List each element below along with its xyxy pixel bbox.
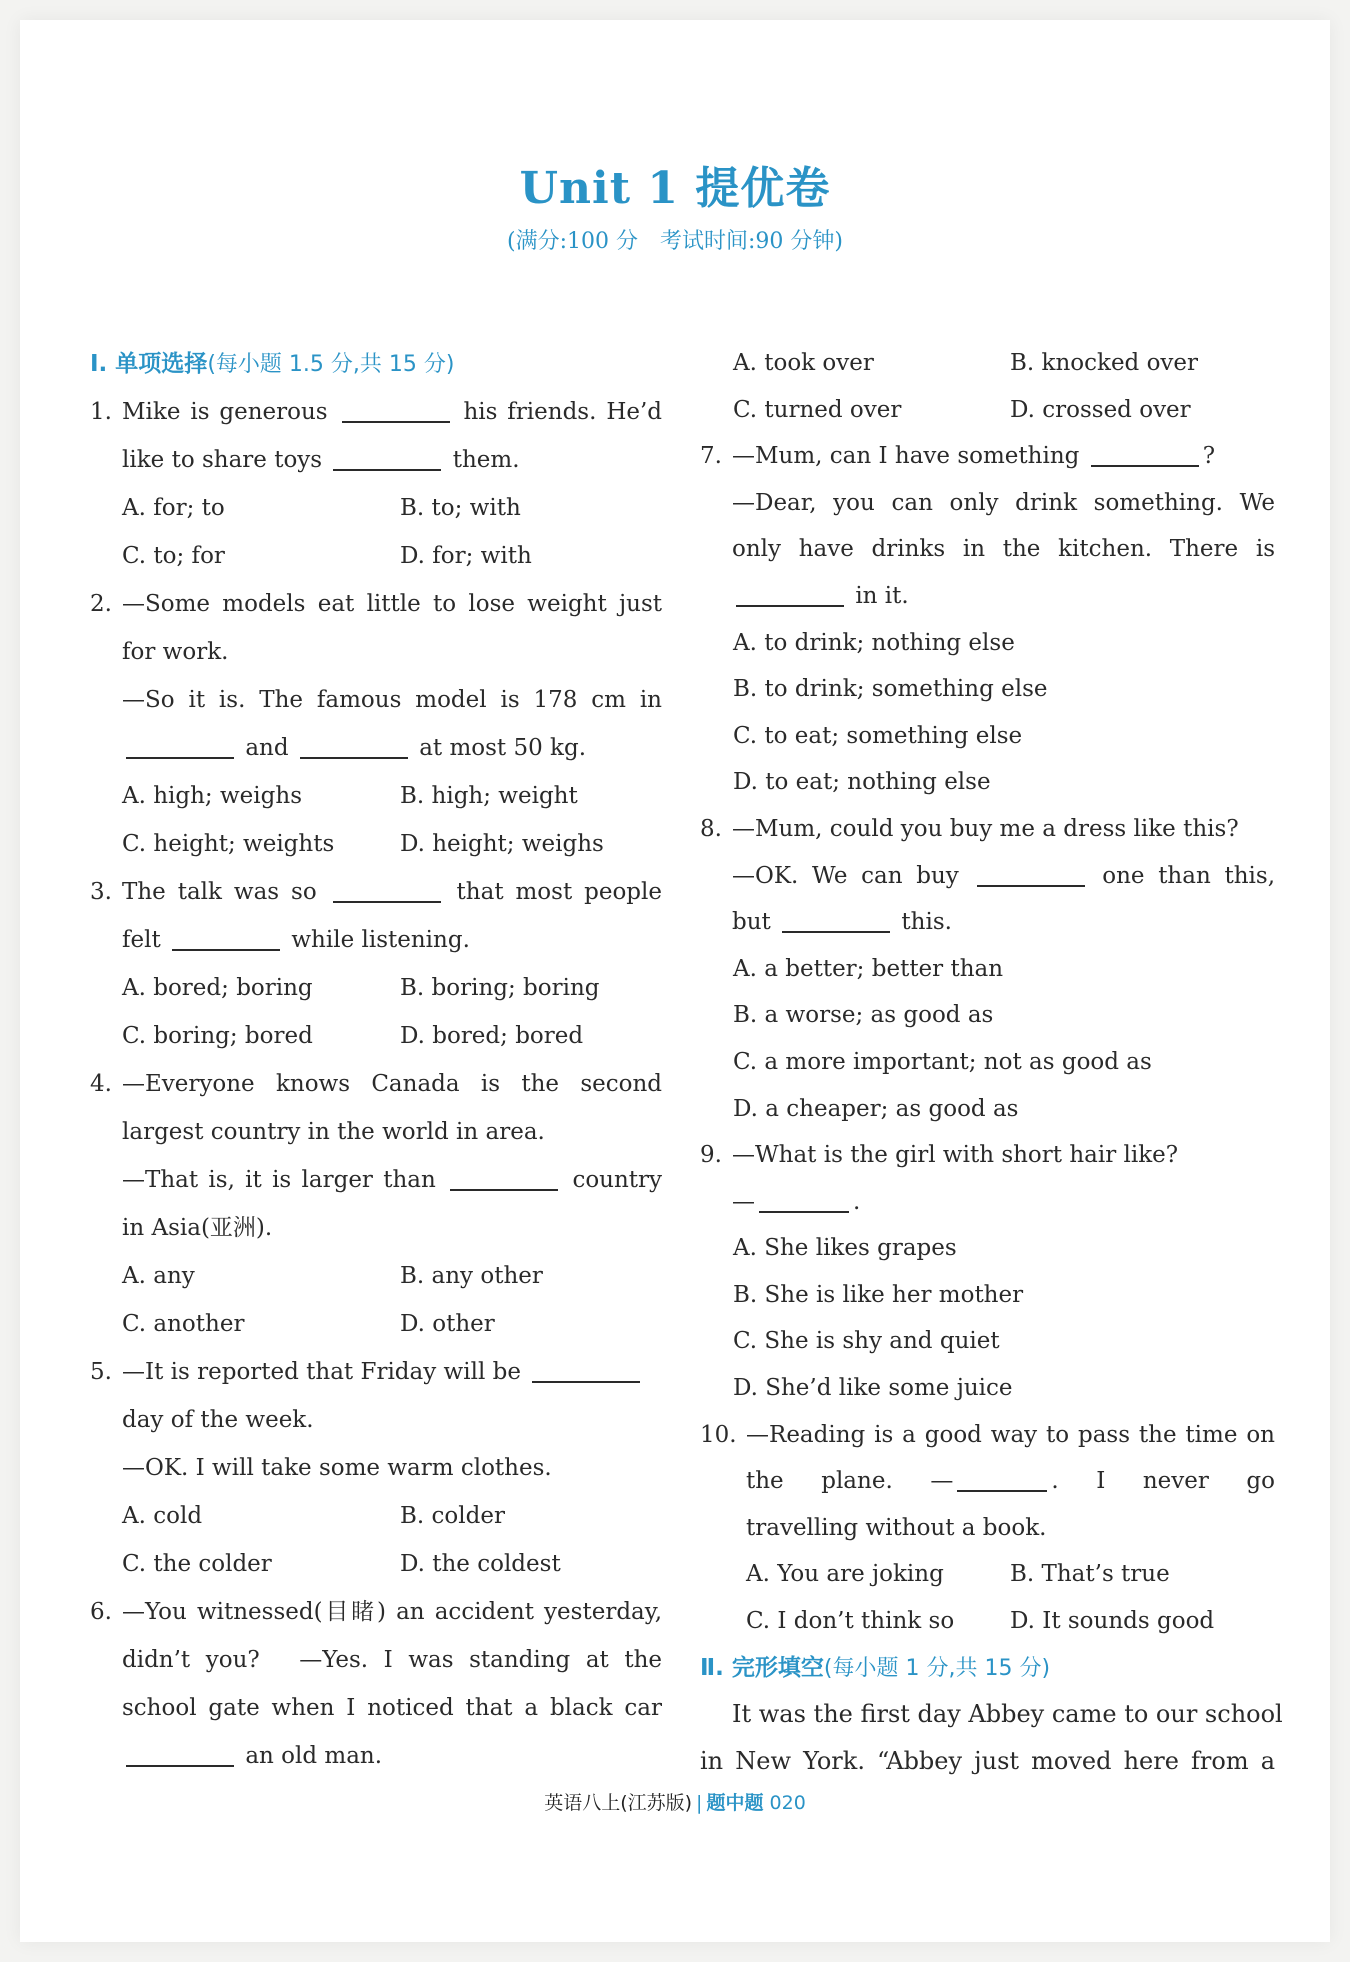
- options-row: [90, 1492, 662, 1540]
- question-text: the plane.: [746, 1468, 893, 1495]
- options-row: [700, 1598, 1275, 1645]
- option-a: A. to drink; nothing else: [733, 629, 1015, 656]
- answer-blank: [300, 733, 408, 759]
- question-text: didn’t you? —Yes. I was standing at the: [122, 1647, 662, 1673]
- question-text: at most 50 kg.: [419, 735, 587, 761]
- question-9: [700, 1132, 1275, 1179]
- question-number: 7.: [700, 443, 722, 470]
- question-text: —Dear, you can only drink something. We: [732, 489, 1275, 516]
- option-d: D. to eat; nothing else: [733, 769, 991, 796]
- option-row: [700, 1225, 1275, 1272]
- question-text: —Reading is a good way to pass the time on: [746, 1421, 1275, 1448]
- question-text: in Asia(亚洲).: [122, 1215, 273, 1241]
- question-line: [700, 853, 1275, 900]
- option-c: C. to; for: [122, 543, 225, 569]
- question-text: his friends. He’d: [463, 399, 663, 425]
- question-text: . I never go: [1051, 1468, 1275, 1495]
- option-c: C. She is shy and quiet: [733, 1328, 1000, 1355]
- question-number: 4.: [90, 1071, 112, 1097]
- options-row: [90, 1012, 662, 1060]
- options-row: [90, 964, 662, 1012]
- answer-blank: [126, 1741, 234, 1767]
- question-number: 2.: [90, 591, 112, 617]
- question-text: —Mum, could you buy me a dress like this?: [732, 815, 1239, 842]
- option-row: [700, 759, 1275, 806]
- question-text: an old man.: [245, 1743, 383, 1769]
- option-d: D. She’d like some juice: [733, 1375, 1013, 1402]
- option-row: [700, 1272, 1275, 1319]
- options-row: [90, 820, 662, 868]
- option-b: B. She is like her mother: [733, 1281, 1024, 1308]
- question-text: —What is the girl with short hair like?: [732, 1142, 1179, 1169]
- option-d: D. a cheaper; as good as: [733, 1095, 1019, 1122]
- option-d: D. It sounds good: [1010, 1608, 1215, 1635]
- question-text: school gate when I noticed that a black car: [122, 1695, 662, 1721]
- option-c: C. I don’t think so: [746, 1608, 955, 1635]
- question-line: [90, 1684, 662, 1732]
- option-a: A. for; to: [122, 495, 225, 521]
- footer-divider: |: [696, 1792, 703, 1814]
- answer-blank: [957, 1466, 1047, 1492]
- page-number: 020: [769, 1792, 806, 1814]
- question-text: day of the week.: [122, 1407, 314, 1433]
- option-a: A. took over: [733, 350, 874, 376]
- option-a: A. high; weighs: [122, 783, 302, 809]
- question-text: .: [853, 1188, 861, 1215]
- section-2-title: Ⅱ. 完形填空: [700, 1654, 824, 1681]
- question-7: [700, 433, 1275, 480]
- question-line: [90, 1732, 662, 1780]
- option-d: D. other: [400, 1311, 495, 1337]
- question-text: travelling without a book.: [746, 1514, 1047, 1541]
- question-text: this.: [901, 909, 952, 936]
- option-row: [700, 992, 1275, 1039]
- options-row: [700, 387, 1275, 434]
- answer-blank: [1091, 441, 1199, 467]
- question-text: in it.: [855, 582, 909, 609]
- question-1-line-2: [90, 436, 662, 484]
- question-text: for work.: [122, 639, 229, 665]
- question-line: [90, 916, 662, 964]
- question-line: [90, 1396, 662, 1444]
- answer-blank: [126, 733, 234, 759]
- answer-blank: [736, 581, 844, 607]
- question-number: 3.: [90, 879, 112, 905]
- answer-blank: [172, 925, 280, 951]
- question-number: 8.: [700, 815, 722, 842]
- question-number: 5.: [90, 1359, 112, 1385]
- option-row: [700, 946, 1275, 993]
- option-c: C. a more important; not as good as: [733, 1048, 1152, 1075]
- question-number: 9.: [700, 1142, 722, 1169]
- question-text: —Some models eat little to lose weight just: [122, 591, 662, 617]
- option-a: A. bored; boring: [122, 975, 313, 1001]
- page-subtitle: (满分:100 分 考试时间:90 分钟): [507, 229, 843, 254]
- question-text: like to share toys: [122, 447, 323, 473]
- question-text: country: [572, 1167, 663, 1193]
- question-line: [90, 1156, 662, 1204]
- page-title: Unit 1 提优卷: [519, 163, 831, 214]
- question-text: but: [732, 909, 771, 936]
- question-text: Mike is generous: [122, 399, 328, 425]
- option-row: [700, 1086, 1275, 1133]
- question-text: —: [732, 1188, 755, 1215]
- options-row: [700, 1551, 1275, 1598]
- question-1: [90, 388, 662, 436]
- option-row: [700, 1365, 1275, 1412]
- option-b: B. any other: [400, 1263, 543, 1289]
- section-1-heading: [90, 340, 662, 388]
- option-b: B. boring; boring: [400, 975, 600, 1001]
- options-row: [90, 1540, 662, 1588]
- question-line: [90, 724, 662, 772]
- question-number: 10.: [700, 1421, 737, 1448]
- question-text: The talk was so: [122, 879, 317, 905]
- options-row: [90, 484, 662, 532]
- question-number: 6.: [90, 1599, 112, 1625]
- options-row: [700, 340, 1275, 387]
- question-text: ?: [1202, 443, 1216, 470]
- section-2-score: (每小题 1 分,共 15 分): [823, 1655, 1051, 1681]
- option-d: D. height; weighs: [400, 831, 604, 857]
- option-d: D. bored; bored: [400, 1023, 584, 1049]
- question-text: —You witnessed(目睹) an accident yesterday,: [122, 1599, 662, 1625]
- option-a: A. She likes grapes: [733, 1235, 957, 1262]
- question-10: [700, 1412, 1275, 1459]
- passage-text: It was the first day Abbey came to our school: [732, 1700, 1283, 1729]
- question-line: [90, 1636, 662, 1684]
- question-text: them.: [452, 447, 520, 473]
- question-text: —OK. I will take some warm clothes.: [122, 1455, 552, 1481]
- answer-blank: [782, 907, 890, 933]
- option-row: [700, 713, 1275, 760]
- question-4: [90, 1060, 662, 1108]
- answer-blank: [532, 1357, 640, 1383]
- answer-blank: [342, 397, 450, 423]
- question-line: [90, 1204, 662, 1252]
- option-d: D. crossed over: [1010, 396, 1191, 423]
- option-c: C. boring; bored: [122, 1023, 313, 1049]
- options-row: [90, 1300, 662, 1348]
- page-footer: [0, 1788, 1350, 1815]
- question-2: [90, 580, 662, 628]
- question-8: [700, 806, 1275, 853]
- question-3: [90, 868, 662, 916]
- question-line: [90, 1444, 662, 1492]
- question-text: largest country in the world in area.: [122, 1119, 545, 1145]
- question-text: —: [930, 1468, 954, 1495]
- option-row: [700, 1039, 1275, 1086]
- question-line: [90, 676, 662, 724]
- question-text: —So it is. The famous model is 178 cm in: [122, 687, 662, 713]
- section-1-score: (每小题 1.5 分,共 15 分): [207, 352, 455, 377]
- option-c: C. turned over: [733, 396, 902, 423]
- option-c: C. the colder: [122, 1551, 272, 1577]
- question-text: —Everyone knows Canada is the second: [122, 1071, 662, 1097]
- question-text: —That is, it is larger than: [122, 1167, 436, 1193]
- option-d: D. for; with: [400, 543, 532, 569]
- options-row: [90, 1252, 662, 1300]
- question-line: [700, 1179, 1275, 1226]
- answer-blank: [759, 1187, 849, 1213]
- option-d: D. the coldest: [400, 1551, 561, 1577]
- question-line: [700, 573, 1275, 620]
- option-c: C. another: [122, 1311, 245, 1337]
- section-1-title: Ⅰ. 单项选择: [90, 351, 208, 377]
- question-text: that most people: [456, 879, 662, 905]
- options-row: [90, 772, 662, 820]
- passage-text: in New York. “Abbey just moved here from a: [700, 1746, 1275, 1775]
- option-b: B. That’s true: [1010, 1561, 1170, 1588]
- answer-blank: [333, 445, 441, 471]
- option-row: [700, 1318, 1275, 1365]
- option-b: B. knocked over: [1010, 350, 1199, 376]
- question-line: [700, 899, 1275, 946]
- passage-line: [700, 1691, 1283, 1738]
- option-row: [700, 666, 1275, 713]
- option-b: B. a worse; as good as: [733, 1002, 994, 1029]
- option-b: B. to drink; something else: [733, 676, 1048, 703]
- question-line: [700, 1458, 1275, 1505]
- option-b: B. high; weight: [400, 783, 578, 809]
- option-a: A. You are joking: [746, 1561, 944, 1588]
- question-text: —It is reported that Friday will be: [122, 1359, 521, 1385]
- question-line: [700, 1505, 1275, 1552]
- right-column: [700, 340, 1283, 1784]
- footer-book: 英语八上(江苏版): [544, 1792, 693, 1814]
- question-6: [90, 1588, 662, 1636]
- question-number: 1.: [90, 399, 112, 425]
- option-c: C. height; weights: [122, 831, 335, 857]
- question-text: while listening.: [291, 927, 470, 953]
- question-line: [700, 526, 1275, 573]
- option-row: [700, 620, 1275, 667]
- option-a: A. a better; better than: [733, 955, 1004, 982]
- option-c: C. to eat; something else: [733, 722, 1023, 749]
- footer-brand: 题中题: [706, 1792, 764, 1814]
- answer-blank: [450, 1165, 558, 1191]
- options-row: [90, 532, 662, 580]
- question-line: [90, 628, 662, 676]
- answer-blank: [333, 877, 441, 903]
- question-text: only have drinks in the kitchen. There is: [732, 536, 1275, 563]
- question-text: —Mum, can I have something: [732, 443, 1080, 470]
- question-text: felt: [122, 927, 161, 953]
- question-line: [700, 480, 1275, 527]
- question-line: [90, 1108, 662, 1156]
- option-b: B. colder: [400, 1503, 505, 1529]
- passage-line: [700, 1738, 1275, 1785]
- question-5: [90, 1348, 662, 1396]
- option-a: A. cold: [122, 1503, 203, 1529]
- option-a: A. any: [122, 1263, 195, 1289]
- question-text: one than this,: [1102, 862, 1276, 889]
- left-column: [90, 340, 662, 1780]
- section-2-heading: [700, 1645, 1275, 1692]
- question-text: —OK. We can buy: [732, 862, 959, 889]
- answer-blank: [977, 861, 1085, 887]
- option-b: B. to; with: [400, 495, 521, 521]
- question-text: and: [245, 735, 289, 761]
